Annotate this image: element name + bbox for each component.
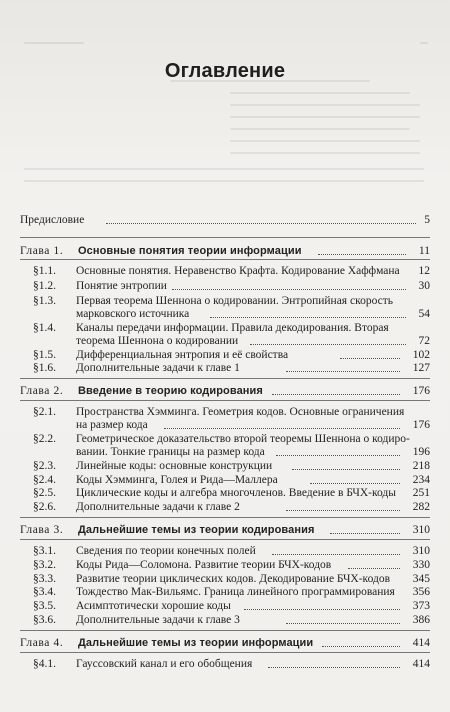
page-number: 373 [412,600,430,612]
section-number: §2.3. [33,460,56,472]
section-title-line-2: вании. Тонкие границы на размер кода [76,446,265,458]
divider [20,652,430,653]
dot-leader [276,455,400,456]
chapter-prefix: Глава 4. [20,637,64,649]
section-title: Сведения по теории конечных полей [76,545,256,557]
dot-leader [172,289,406,290]
section-title: Пространства Хэмминга. Геометрия кодов. Основные ограничения [76,406,405,418]
section-title: Развитие теории циклических кодов. Декодирование БЧХ-кодов [76,573,391,585]
page-number: 330 [412,559,430,571]
dot-leader [286,510,400,511]
section-title: Дополнительные задачи к главе 3 [76,614,240,626]
chapter-prefix: Глава 3. [20,524,64,536]
dot-leader [348,568,400,569]
page-number: 310 [412,545,430,557]
chapter-prefix: Глава 1. [20,245,64,257]
chapter-title: Дальнейшие темы из теории кодирования [78,524,315,536]
section-number: §3.1. [33,545,56,557]
dot-leader [292,469,400,470]
page-number: 5 [424,214,430,226]
divider [20,237,430,238]
divider [20,400,430,401]
chapter-title: Дальнейшие темы из теории информации [78,637,314,649]
page-number: 251 [412,487,430,499]
section-number: §4.1. [33,658,56,670]
dot-leader [318,254,406,255]
divider [20,378,430,379]
section-number: §3.2. [33,559,56,571]
dot-leader [250,344,406,345]
page-number: 196 [412,446,430,458]
divider [20,539,430,540]
section-number: §2.4. [33,474,56,486]
dot-leader [210,317,406,318]
section-number: §1.3. [33,295,56,307]
preface-label: Предисловие [20,214,85,226]
section-title-line-2: на размер кода [76,419,148,431]
page-number: 176 [412,419,430,431]
section-number: §2.5. [33,487,56,499]
dot-leader [268,667,400,668]
dot-leader [286,623,400,624]
page-number: 54 [418,308,430,320]
section-title: Геометрическое доказательство второй теоремы Шеннона о кодиро- [76,433,410,445]
dot-leader [272,394,400,395]
page-number: 11 [418,245,430,257]
page-number: 218 [412,460,430,472]
section-title: Первая теорема Шеннона о кодировании. Энтропийная скорость [76,295,393,307]
section-number: §2.1. [33,406,56,418]
dot-leader [340,358,400,359]
section-title: Понятие энтропии [76,280,167,292]
dot-leader [330,533,400,534]
page-number: 282 [412,501,430,513]
section-number: §2.6. [33,501,56,513]
page-number: 414 [412,658,430,670]
section-number: §3.6. [33,614,56,626]
dot-leader [272,554,400,555]
dot-leader [310,483,400,484]
section-title-line-2: марковского источника [76,308,190,320]
section-number: §1.1. [33,265,56,277]
page-number: 12 [418,265,430,277]
section-title: Тождество Мак-Вильямс. Граница линейного программирования [76,586,395,598]
section-title: Каналы передачи информации. Правила декодирования. Вторая [76,322,389,334]
section-title: Циклические коды и алгебра многочленов. Введение в БЧХ-коды [76,487,396,499]
divider [20,259,430,260]
page-number: 356 [412,586,430,598]
section-title: Дополнительные задачи к главе 2 [76,501,240,513]
section-title-line-2: теорема Шеннона о кодировании [76,335,239,347]
section-number: §1.2. [33,280,56,292]
chapter-title: Введение в теорию кодирования [78,385,263,397]
section-title: Коды Хэмминга, Голея и Рида—Маллера [76,474,278,486]
section-title: Дифференциальная энтропия и её свойства [76,349,289,361]
page-number: 30 [418,280,430,292]
page-number: 414 [412,637,430,649]
page-number: 386 [412,614,430,626]
section-number: §1.4. [33,322,56,334]
page-number: 234 [412,474,430,486]
page-number: 72 [418,335,430,347]
section-number: §2.2. [33,433,56,445]
section-number: §1.6. [33,362,56,374]
section-title: Гауссовский канал и его обобщения [76,658,253,670]
dot-leader [106,223,416,224]
section-title: Асимптотически хорошие коды [76,600,231,612]
divider [20,630,430,631]
dot-leader [164,428,400,429]
page-number: 176 [412,385,430,397]
section-title: Линейные коды: основные конструкции [76,460,273,472]
divider [20,517,430,518]
dot-leader [244,609,400,610]
section-number: §3.5. [33,600,56,612]
section-title: Коды Рида—Соломона. Развитие теории БЧХ-кодов [76,559,332,571]
section-number: §3.3. [33,573,56,585]
section-number: §1.5. [33,349,56,361]
dot-leader [286,371,400,372]
section-number: §3.4. [33,586,56,598]
page-number: 310 [412,524,430,536]
section-title: Дополнительные задачи к главе 1 [76,362,240,374]
page-number: 102 [412,349,430,361]
chapter-title: Основные понятия теории информации [78,245,302,257]
chapter-prefix: Глава 2. [20,385,64,397]
section-title: Основные понятия. Неравенство Крафта. Кодирование Хаффмана [76,265,400,277]
page-number: 345 [412,573,430,585]
page-title: Оглавление [164,60,286,82]
dot-leader [322,646,400,647]
page-number: 127 [412,362,430,374]
